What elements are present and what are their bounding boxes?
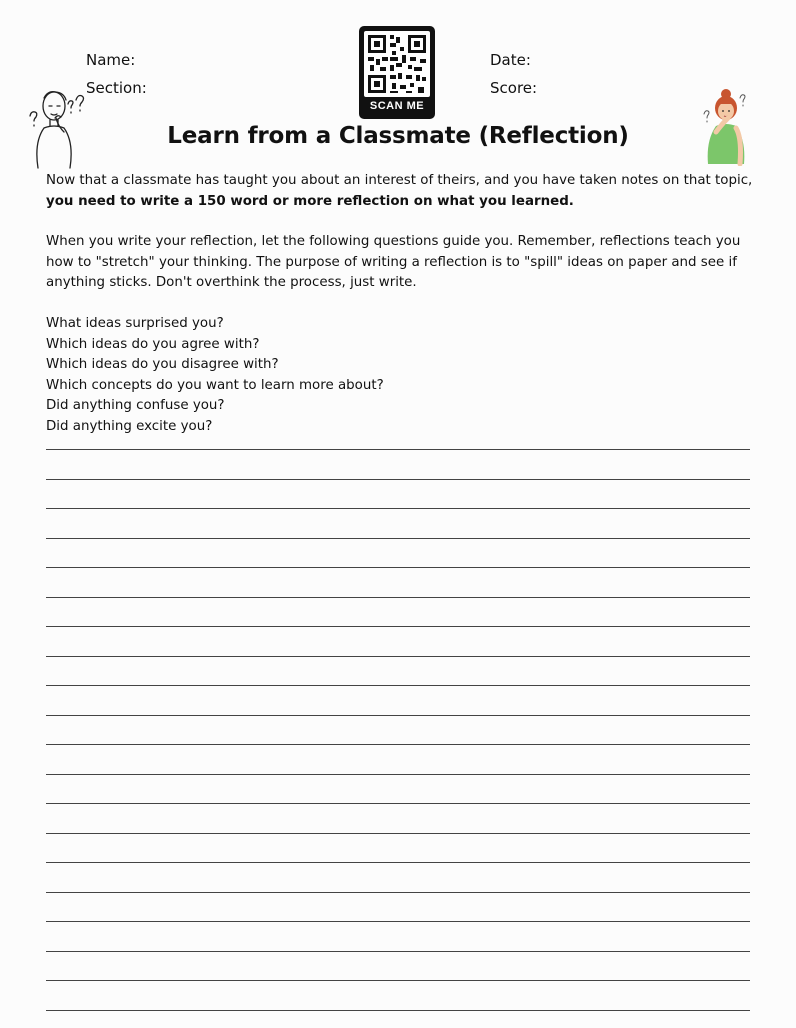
page-title: Learn from a Classmate (Reflection) [167, 123, 629, 149]
question-item: Did anything confuse you? [46, 398, 225, 413]
question-item: Did anything excite you? [46, 418, 213, 434]
answer-line[interactable] [46, 803, 750, 804]
answer-line[interactable] [46, 980, 750, 981]
answer-line[interactable] [46, 597, 750, 598]
answer-line[interactable] [46, 833, 750, 834]
answer-line[interactable] [46, 567, 750, 568]
answer-line[interactable] [46, 538, 750, 539]
answer-line[interactable] [46, 479, 750, 480]
answer-line[interactable] [46, 626, 750, 627]
section-label: Section: [86, 79, 147, 97]
question-item: Which ideas do you disagree with? [46, 357, 279, 372]
answer-line[interactable] [46, 715, 750, 716]
question-item: What ideas surprised you? [46, 316, 224, 331]
date-label: Date: [490, 51, 531, 69]
answer-line[interactable] [46, 951, 750, 952]
intro-requirement: you need to write a 150 word or more reflection on what you learned. [46, 193, 574, 209]
question-item: Which ideas do you agree with? [46, 336, 260, 352]
guide-paragraph: When you write your reflection, let the following questions guide you. Remember, reflections teach you how to "stretch" your thinking. The purpose of writing a reflection is to "spill" ideas on paper and see if anything sticks. Don't overthink the process, just write. [46, 234, 741, 290]
answer-line[interactable] [46, 774, 750, 775]
answer-line[interactable] [46, 508, 750, 509]
answer-lines[interactable] [46, 0, 753, 1028]
answer-line[interactable] [46, 656, 750, 657]
answer-line[interactable] [46, 1010, 750, 1011]
answer-line[interactable] [46, 892, 750, 893]
qr-caption: SCAN ME [369, 100, 425, 112]
intro-text: Now that a classmate has taught you about an interest of theirs, and you have taken notes on that topic, [46, 173, 753, 188]
answer-line[interactable] [46, 744, 750, 745]
answer-line[interactable] [46, 685, 750, 686]
name-label: Name: [86, 51, 136, 69]
question-item: Which concepts do you want to learn more about? [46, 377, 384, 393]
score-label: Score: [490, 79, 538, 97]
answer-line[interactable] [46, 449, 750, 450]
answer-line[interactable] [46, 921, 750, 922]
answer-line[interactable] [46, 862, 750, 863]
